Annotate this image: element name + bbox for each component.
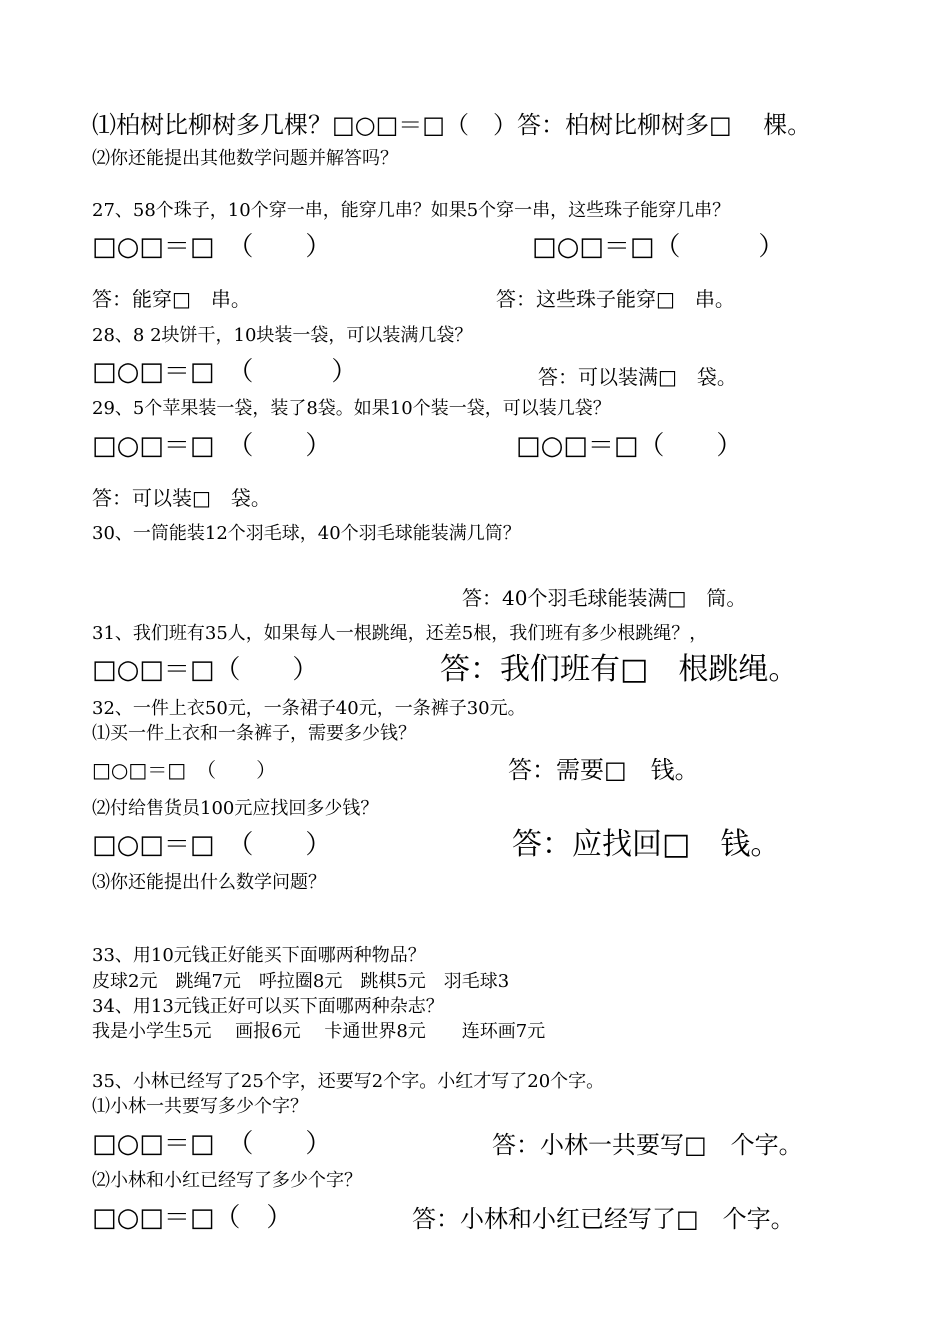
q35b-answer: 答：小林和小红已经写了□ 个字。 [412,1205,795,1233]
q29-equation-1: □○□＝□ （ ） [92,431,332,461]
q34-question: 34、用13元钱正好可以买下面哪两种杂志？ [92,996,444,1017]
q27-question: 27、58个珠子，10个穿一串，能穿几串？如果5个穿一串，这些珠子能穿几串？ [92,200,731,221]
q31-equation: □○□＝□（ ） [92,655,319,685]
q35a-question: ⑴小林一共要写多少个字？ [92,1096,308,1117]
q33-items: 皮球2元 跳绳7元 呼拉圈8元 跳棋5元 羽毛球3 [92,971,510,992]
q31-question: 31、我们班有35人，如果每人一根跳绳，还差5根，我们班有多少根跳绳？， [92,623,708,644]
q30-answer: 答：40个羽毛球能装满□ 筒。 [462,586,747,610]
q28-answer: 答：可以装满□ 袋。 [538,365,737,389]
q28-equation: □○□＝□ （ ） [92,357,358,387]
q34-items: 我是小学生5元 画报6元 卡通世界8元 连环画7元 [92,1021,546,1042]
q28-question: 28、8 2块饼干，10块装一袋，可以装满几袋？ [92,325,473,346]
q32-question: 32、一件上衣50元，一条裙子40元，一条裤子30元。 [92,698,526,719]
q32a-answer: 答：需要□ 钱。 [508,756,699,784]
q29-question: 29、5个苹果装一袋，装了8袋。如果10个装一袋，可以装几袋？ [92,398,611,419]
q32b-equation: □○□＝□ （ ） [92,830,332,860]
q27-equation-1: □○□＝□ （ ） [92,232,332,262]
q32c-question: ⑶你还能提出什么数学问题？ [92,872,326,893]
q35b-equation: □○□＝□（ ） [92,1203,293,1233]
q32b-answer: 答：应找回□ 钱。 [512,827,781,862]
q29-equation-2: □○□＝□（ ） [516,431,743,461]
q27-equation-2: □○□＝□（ ） [532,232,785,262]
q29-answer: 答：可以装□ 袋。 [92,486,271,510]
q35-question: 35、小林已经写了25个字，还要写2个字。小红才写了20个字。 [92,1071,605,1092]
q26b-question: ⑵你还能提出其他数学问题并解答吗？ [92,148,398,169]
q32a-equation: □○□＝□ （ ） [92,758,277,782]
q32a-question: ⑴买一件上衣和一条裤子，需要多少钱？ [92,723,416,744]
q33-question: 33、用10元钱正好能买下面哪两种物品？ [92,945,426,966]
q35a-answer: 答：小林一共要写□ 个字。 [492,1131,803,1159]
q30-question: 30、一筒能装12个羽毛球，40个羽毛球能装满几筒？ [92,523,521,544]
q32b-question: ⑵付给售货员100元应找回多少钱？ [92,798,379,819]
q35b-question: ⑵小林和小红已经写了多少个字？ [92,1170,362,1191]
q27-answer-1: 答：能穿□ 串。 [92,287,251,311]
q26a-row: ⑴柏树比柳树多几棵？□○□＝□（ ）答：柏树比柳树多□ 棵。 [92,111,812,139]
q35a-equation: □○□＝□ （ ） [92,1129,332,1159]
q27-answer-2: 答：这些珠子能穿□ 串。 [496,287,735,311]
q31-answer: 答：我们班有□ 根跳绳。 [440,652,799,687]
